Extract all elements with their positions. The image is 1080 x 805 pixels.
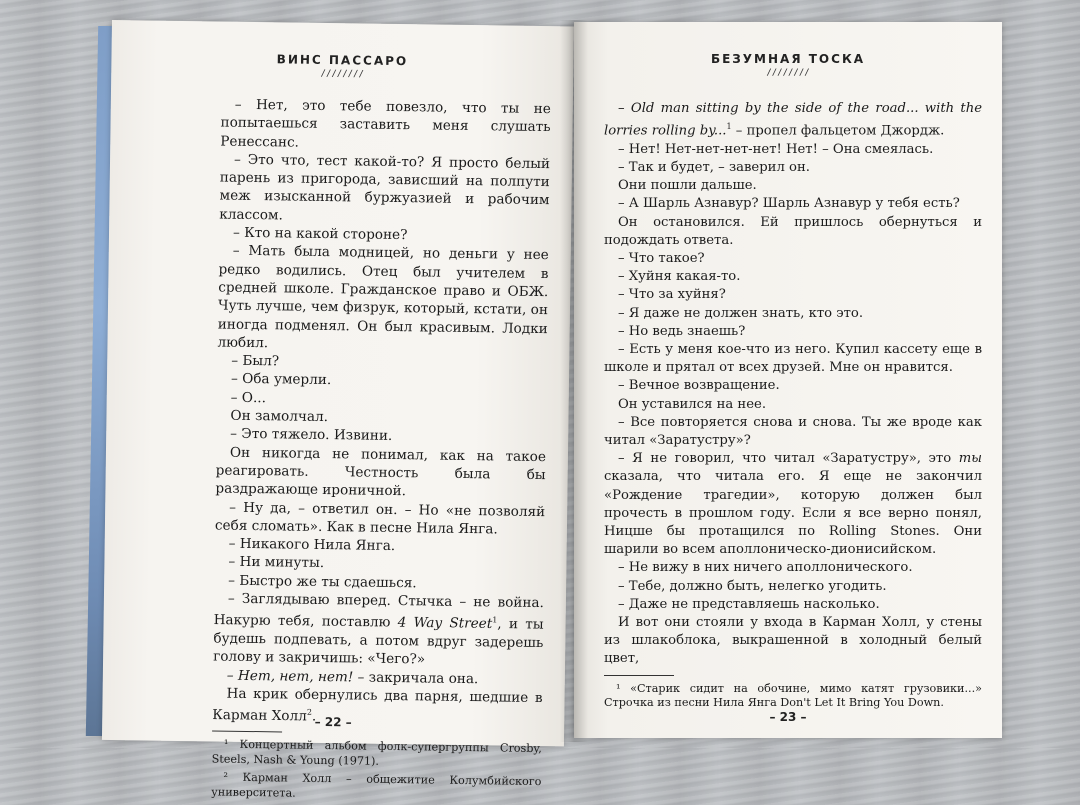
paragraph: – О... xyxy=(230,389,267,406)
right-page-text xyxy=(604,100,982,711)
paragraph: Он остановился. Ей пришлось обернуться и подождать ответа. xyxy=(604,214,982,248)
album-title: 4 Way Street xyxy=(397,614,493,633)
paragraph: – Нет! Нет-нет-нет-нет! Нет! – Она смеялась. xyxy=(618,141,934,157)
italic-word: ты xyxy=(958,451,982,467)
footnote-divider xyxy=(604,675,674,676)
left-page-text xyxy=(211,96,551,805)
paragraph: – Что за хуйня? xyxy=(618,287,726,303)
paragraph-part: , и ты будешь подпевать, а потом вдруг задерешь голову и закричишь: «Чего?» xyxy=(213,616,544,668)
paragraph: Он замолчал. xyxy=(230,407,329,426)
paragraph: – Кто на какой стороне? xyxy=(232,224,408,244)
paragraph: – Даже не представляешь насколько. xyxy=(618,596,880,612)
paragraph: Они пошли дальше. xyxy=(618,178,757,194)
paragraph: – Я даже не должен знать, кто это. xyxy=(618,305,864,321)
header-ornament: //////// xyxy=(766,68,810,78)
paragraph: Он никогда не понимал, как на такое реагировать. Честность была бы раздражающе ироничной. xyxy=(215,444,547,500)
paragraph xyxy=(604,450,982,559)
footnotes xyxy=(211,738,542,805)
paragraph: – Никакого Нила Янга. xyxy=(228,535,396,555)
header-ornament: //////// xyxy=(320,68,365,80)
paragraph: Он уставился на нее. xyxy=(618,396,767,412)
paragraph-part: . xyxy=(311,708,317,725)
paragraph: – Это что, тест какой-то? Я просто белый парень из пригорода, зависший на полпути меж изысканной буржуазией и рабочим классом. xyxy=(219,151,551,224)
paragraph: – Есть у меня кое-что из него. Купил кассету еще в школе и прятал от всех друзей. Мне он нравится. xyxy=(604,342,982,376)
paragraph-part: На крик обернулись два парня, шедшие в Карман Холл xyxy=(212,685,543,725)
paragraph-part: – Заглядываю вперед. Стычка – не война. Накурю тебя, поставлю xyxy=(213,590,545,631)
paragraph: – Ни минуты. xyxy=(228,554,325,572)
paragraph: – Нет, это тебе повезло, что ты не попытаешься заставить меня слушать Ренессанс. xyxy=(220,96,551,151)
italic-exclamation: – Нет, нет, нет! xyxy=(226,667,354,686)
footnotes xyxy=(604,682,982,711)
running-head-title: БЕЗУМНАЯ ТОСКА xyxy=(710,52,866,66)
left-page xyxy=(102,20,574,800)
paragraph xyxy=(604,100,982,141)
paragraph: – Все повторяется снова и снова. Ты же вроде как читал «Заратустру»? xyxy=(604,414,982,449)
paragraph: – Быстро же ты сдаешься. xyxy=(228,572,417,592)
paragraph xyxy=(213,589,544,670)
page-number: – 22 – xyxy=(314,714,352,730)
footnote-ref: 1 xyxy=(492,615,498,625)
footnote: ¹ «Старик сидит на обочине, мимо катят грузовики...» Строчка из песни Нила Янга Don't Let It Bring You Down. xyxy=(604,681,982,710)
paragraph: – Но ведь знаешь? xyxy=(618,323,746,339)
paragraph: – Что такое? xyxy=(618,251,705,267)
paragraph: – Мать была модницей, но деньги у нее редко водились. Отец был учителем в средней школе. Гражданское право и ОБЖ. Чуть лучше, чем физрук, который, кстати, он иногда подменял. Он был красивым. Лодки любил. xyxy=(217,243,549,352)
footnote-ref: 2 xyxy=(306,708,313,718)
paragraph-part: сказала, что читала его. Я еще не закончил «Рождение трагедии», которую должен был прочесть в прошлом году. Если я все верно понял, Ницше бы протащился по Rolling Stones. Они шарили во всем аполлоническо-дионисийском. xyxy=(604,469,982,558)
paragraph: – А Шарль Азнавур? Шарль Азнавур у тебя есть? xyxy=(618,196,960,212)
paragraph: – Не вижу в них ничего аполлонического. xyxy=(618,560,913,576)
paragraph: – Хуйня какая-то. xyxy=(618,269,741,285)
paragraph: – Тебе, должно быть, нелегко угодить. xyxy=(618,578,887,594)
paragraph: – Это тяжело. Извини. xyxy=(230,426,393,445)
footnote-ref: 1 xyxy=(726,122,732,132)
paragraph-part: – Я не говорил, что читал «Заратустру», это xyxy=(618,451,959,467)
right-page xyxy=(574,22,1002,738)
paragraph: – Ну да, – ответил он. – Но «не позволяй себя сломать». Как в песне Нила Янга. xyxy=(214,499,546,538)
paragraph: И вот они стояли у входа в Карман Холл, у стены из шлакоблока, выкрашенной в холодный белый цвет, xyxy=(604,615,982,667)
paragraph: – Так и будет, – заверил он. xyxy=(618,160,810,175)
footnote: ¹ Концертный альбом фолк-супергруппы Crosby, Steels, Nash & Young (1971). xyxy=(211,737,542,768)
paragraph-part: – пропел фальцетом Джордж. xyxy=(731,123,945,139)
footnote: ² Карман Холл – общежитие Колумбийского университета. xyxy=(211,770,542,800)
paragraph: – Был? xyxy=(231,352,280,370)
song-lyric: – Old man sitting by the side of the road... with the lorries rolling by... xyxy=(604,101,982,139)
paragraph-part: – закричала она. xyxy=(353,669,479,687)
paragraph: – Вечное возвращение. xyxy=(618,378,780,394)
footnote-divider xyxy=(212,731,282,733)
page-number: – 23 – xyxy=(769,710,807,724)
running-head-author: ВИНС ПАССАРО xyxy=(276,52,409,69)
paragraph: – Оба умерли. xyxy=(230,371,332,389)
